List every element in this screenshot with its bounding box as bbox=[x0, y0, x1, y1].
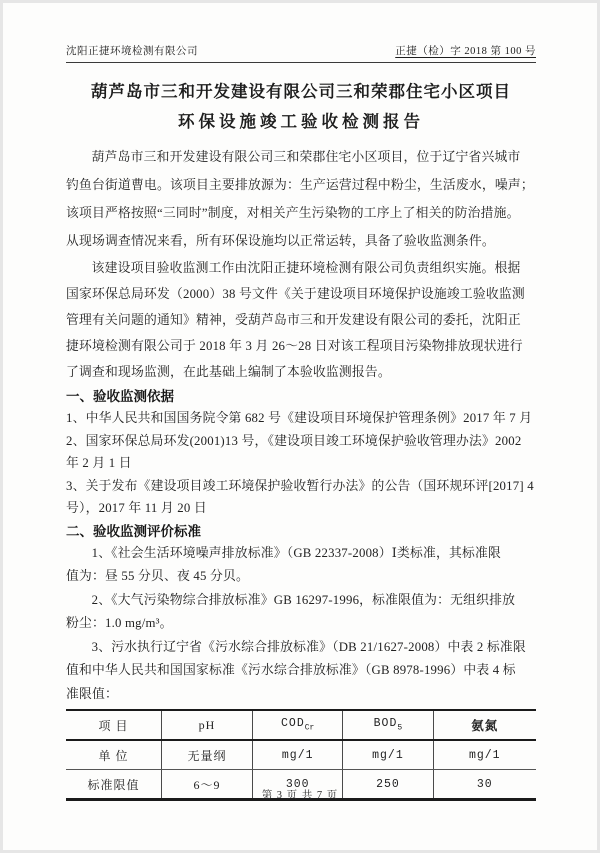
table-cell: 标准限值 bbox=[87, 777, 140, 792]
list-line: 1、中华人民共和国国务院令第 682 号《建设项目环境保护管理条例》2017 年 7 月 bbox=[66, 411, 533, 425]
text-line: 国家环保总局环发（2000）38 号文件《关于建设项目环境保护设施竣工验收监测 bbox=[66, 287, 525, 301]
text-line: 管理有关问题的通知》精神，受葫芦岛市三和开发建设有限公司的委托，沈阳正 bbox=[66, 313, 521, 327]
list-line: 准限值： bbox=[66, 686, 118, 701]
list-line: 粉尘：1.0 mg/m³。 bbox=[66, 616, 173, 630]
table-unit-row bbox=[66, 740, 536, 770]
list-line: 3、污水执行辽宁省《污水综合排放标准》（DB 21/1627-2008）中表 2 标准限 bbox=[91, 639, 526, 654]
report-title-line1: 葫芦岛市三和开发建设有限公司三和荣郡住宅小区项目 bbox=[91, 82, 511, 101]
list-line: 3、关于发布《建设项目竣工环境保护验收暂行办法》的公告（国环规环评[2017] 4 bbox=[66, 478, 534, 493]
report-title-line2: 环保设施竣工验收检测报告 bbox=[178, 112, 424, 131]
section-heading-basis: 一、验收监测依据 bbox=[66, 389, 174, 404]
text-line: 钓鱼台街道曹电。该项目主要排放源为：生产运营过程中粉尘，生活废水，噪声； bbox=[66, 178, 534, 192]
table-cell: 6～9 bbox=[161, 770, 252, 800]
list-line: 1、《社会生活环境噪声排放标准》（GB 22337-2008）Ⅰ类标准，其标准限 bbox=[91, 545, 501, 560]
header-label: BOD bbox=[373, 717, 398, 731]
basis-list bbox=[66, 407, 536, 520]
list-line: 值为：昼 55 分贝、夜 45 分贝。 bbox=[66, 569, 249, 583]
table-header-cell bbox=[66, 710, 161, 740]
text-line: 该建设项目验收监测工作由沈阳正捷环境检测有限公司负责组织实施。根据 bbox=[91, 261, 521, 275]
header-subscript: 5 bbox=[397, 723, 403, 733]
header-label: 项 目 bbox=[98, 718, 129, 733]
list-line: 2、《大气污染物综合排放标准》GB 16297-1996，标准限值为：无组织排放 bbox=[91, 592, 516, 607]
table-cell: 无量纲 bbox=[161, 740, 252, 770]
list-line: 值和中华人民共和国国家标准《污水综合排放标准》（GB 8978-1996）中表 4 标 bbox=[66, 663, 516, 677]
text-line: 该项目严格按照“三同时”制度，对相关产生污染物的工序上了相关的防治措施。 bbox=[66, 206, 520, 220]
list-line: 号），2017 年 11 月 20 日 bbox=[66, 501, 207, 515]
document-number: 正捷（检）字 2018 第 100 号 bbox=[395, 46, 536, 57]
table-cell: mg/1 bbox=[253, 740, 343, 770]
standards-list bbox=[66, 542, 536, 707]
table-cell: 300 bbox=[253, 770, 343, 800]
text-line: 从现场调查情况来看，所有环保设施均以正常运转，具备了验收监测条件。 bbox=[66, 234, 495, 248]
table-cell: 30 bbox=[433, 770, 536, 800]
header-subscript: Cr bbox=[304, 723, 315, 733]
table-header-cell bbox=[253, 710, 343, 740]
page-number: 第 3 页 共 7 页 bbox=[261, 790, 339, 801]
table-header-cell bbox=[433, 710, 536, 740]
table-cell: 250 bbox=[343, 770, 433, 800]
text-line: 了调查和现场监测，在此基础上编制了本验收监测报告。 bbox=[66, 365, 391, 379]
table-cell: mg/1 bbox=[343, 740, 433, 770]
list-line: 年 2 月 1 日 bbox=[66, 456, 132, 470]
table-header-cell bbox=[161, 710, 252, 740]
list-line: 2、国家环保总局环发(2001)13 号，《建设项目竣工环境保护验收管理办法》2002 bbox=[66, 433, 522, 448]
text-line: 葫芦岛市三和开发建设有限公司三和荣郡住宅小区项目，位于辽宁省兴城市 bbox=[91, 150, 521, 164]
text-line: 捷环境检测有限公司于 2018 年 3 月 26～28 日对该工程项目污染物排放现状进行 bbox=[66, 339, 523, 353]
header-label: 氨氮 bbox=[471, 719, 499, 733]
company-name: 沈阳正捷环境检测有限公司 bbox=[66, 46, 198, 57]
table-cell: 单 位 bbox=[66, 740, 161, 770]
table-cell: mg/1 bbox=[433, 740, 536, 770]
table-header-row bbox=[66, 710, 536, 740]
report-page bbox=[3, 3, 597, 850]
table-header-cell bbox=[343, 710, 433, 740]
header-label: COD bbox=[281, 717, 305, 731]
page-header bbox=[66, 43, 536, 63]
intro-paragraph bbox=[66, 143, 536, 255]
header-label: pH bbox=[198, 717, 216, 732]
commission-paragraph bbox=[66, 255, 536, 385]
section-heading-standards: 二、验收监测评价标准 bbox=[66, 523, 201, 539]
